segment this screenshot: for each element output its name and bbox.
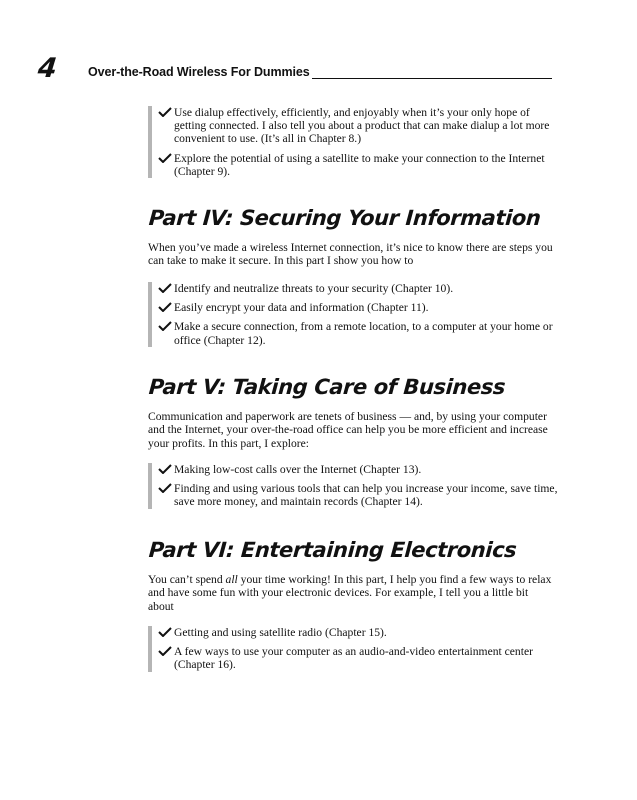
bullet-text: Finding and using various tools that can help you increase your income, save time, save more money, and maintain records (Chapter 14).	[174, 482, 558, 509]
list-item	[158, 482, 563, 508]
intro-text-start: You can’t spend	[148, 573, 226, 586]
section-intro-part-v: Communication and paperwork are tenets of business — and, by using your computer and the Internet, your over-the-road office can help you be more efficient and increase your profits. In this part, I explore:	[148, 410, 548, 450]
intro-emphasis: all	[225, 573, 238, 586]
bullet-text: Easily encrypt your data and information (Chapter 11).	[174, 301, 429, 315]
bullet-text: A few ways to use your computer as an audio-and-video entertainment center (Chapter 16).	[174, 645, 533, 672]
list-item	[158, 301, 563, 314]
check-icon	[158, 302, 172, 312]
section-heading-part-vi: Part VI: Entertaining Electronics	[148, 538, 518, 562]
list-item	[158, 463, 563, 476]
header-rule	[312, 78, 552, 79]
check-icon	[158, 107, 172, 117]
intro-bullet-list	[148, 106, 563, 178]
list-item	[158, 152, 563, 178]
check-icon	[158, 483, 172, 493]
list-item	[158, 320, 563, 346]
running-title: Over-the-Road Wireless For Dummies	[88, 65, 310, 79]
bullet-list-part-iv	[148, 282, 563, 347]
check-icon	[158, 646, 172, 656]
check-icon	[158, 627, 172, 637]
list-item	[158, 106, 563, 146]
bullet-text: Getting and using satellite radio (Chapter 15).	[174, 626, 387, 639]
check-icon	[158, 321, 172, 331]
check-icon	[158, 283, 172, 293]
intro-text-end: your time working! In this part, I help you find a few ways to relax and have some fun with your electronic devices. For example, I tell you a little bit about	[148, 573, 552, 613]
bullet-text: Making low-cost calls over the Internet (Chapter 13).	[174, 463, 422, 476]
check-icon	[158, 153, 172, 163]
section-intro-part-iv: When you’ve made a wireless Internet connection, it’s nice to know there are steps you can take to make it secure. In this part I show you how to	[148, 241, 553, 268]
list-item	[158, 626, 563, 639]
page-header	[36, 53, 552, 84]
bullet-text: Use dialup effectively, efficiently, and enjoyably when it’s your only hope of getting connected. I also tell you about a product that can make dialup a lot more convenient to use. (It’s all in Chapter 8.)	[174, 106, 550, 146]
list-item	[158, 645, 563, 671]
bullet-list-part-vi	[148, 626, 563, 672]
section-intro-part-vi	[148, 573, 553, 613]
list-item	[158, 282, 563, 295]
bullet-list-part-v	[148, 463, 563, 509]
bullet-text: Identify and neutralize threats to your security (Chapter 10).	[174, 282, 454, 295]
bullet-text: Explore the potential of using a satellite to make your connection to the Internet (Chapter 9).	[174, 151, 545, 178]
page-number: 4	[36, 53, 59, 84]
section-heading-part-iv: Part IV: Securing Your Information	[148, 206, 542, 230]
section-heading-part-v: Part V: Taking Care of Business	[148, 375, 506, 399]
check-icon	[158, 464, 172, 474]
bullet-text: Make a secure connection, from a remote location, to a computer at your home or office (Chapter 12).	[174, 320, 553, 347]
